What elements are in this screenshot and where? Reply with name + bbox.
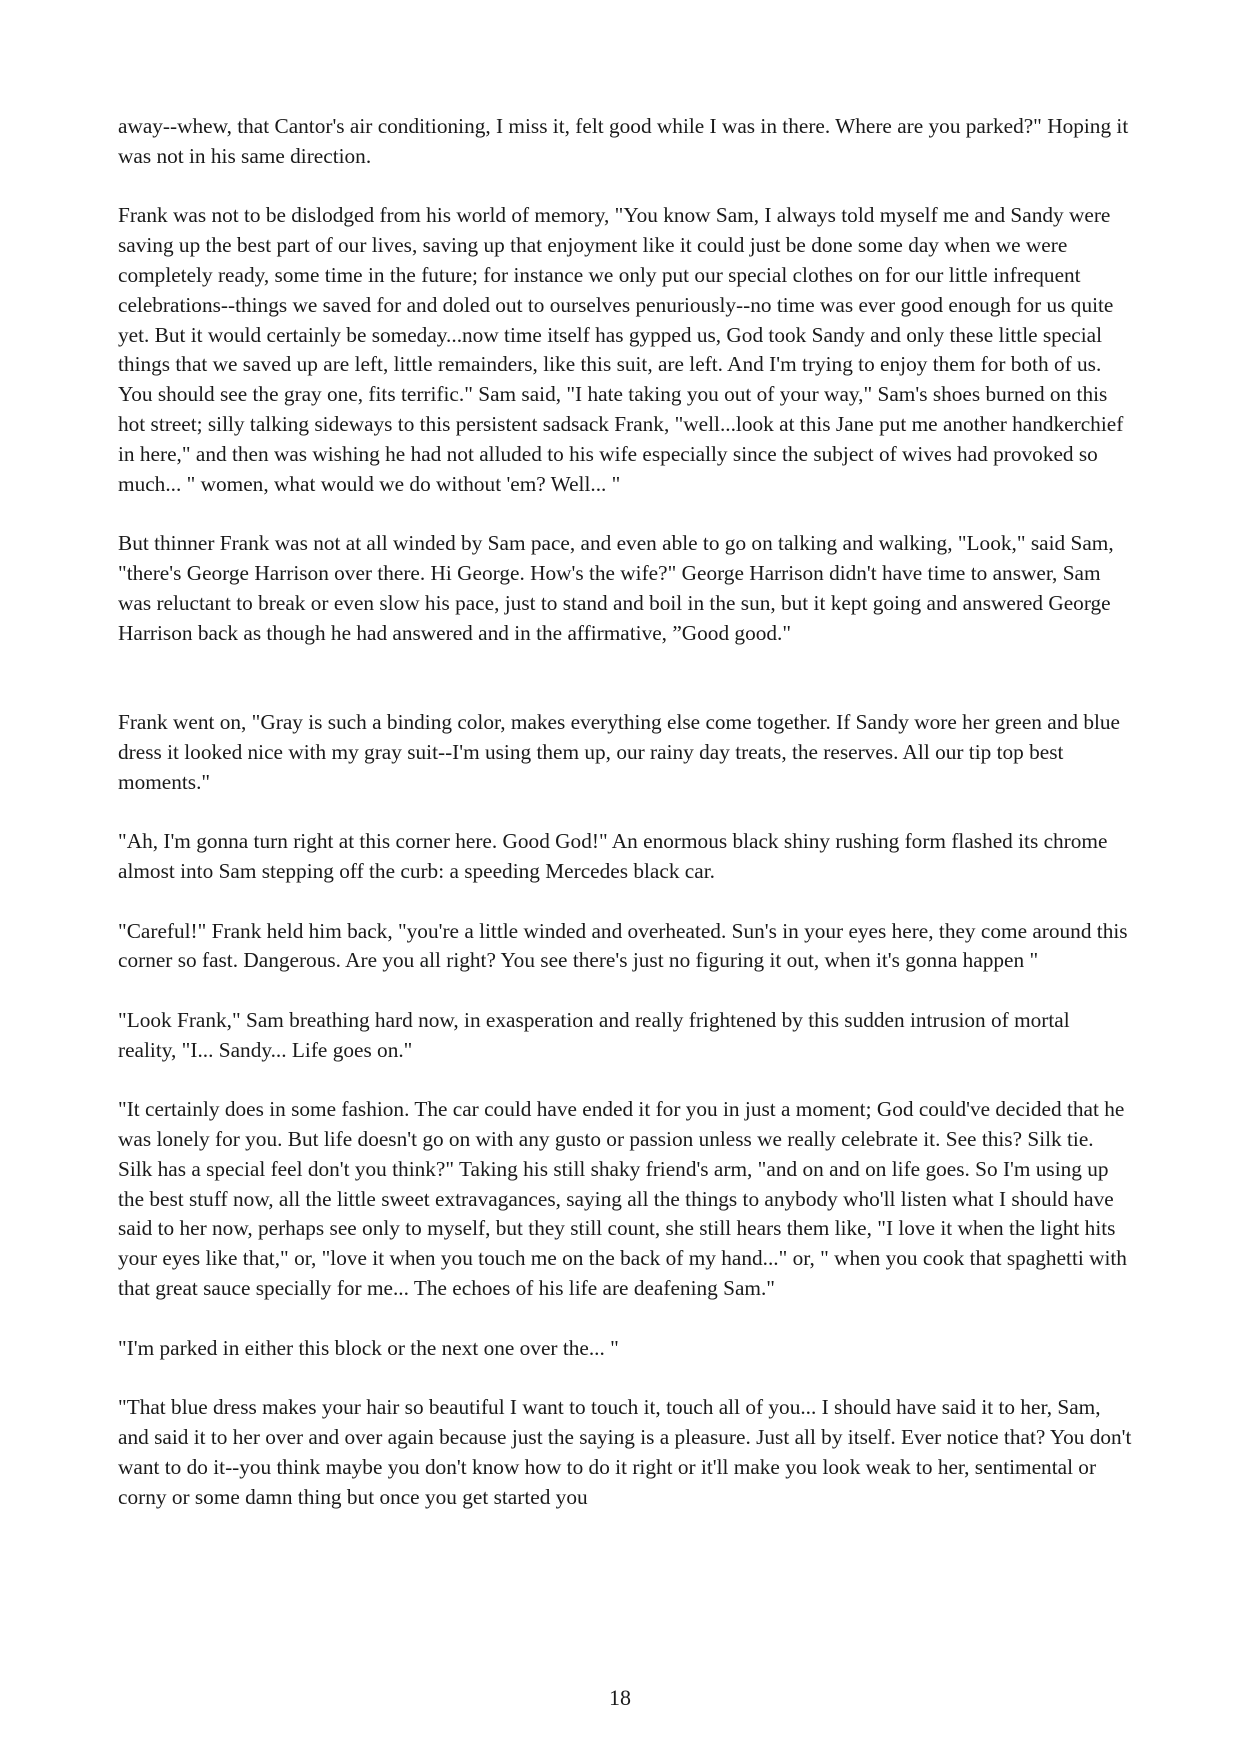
paragraph-5: "Ah, I'm gonna turn right at this corner here. Good God!" An enormous black shiny rushing form flashed its chrome almost into Sam stepping off the curb: a speeding Mercedes black car. [118, 829, 1108, 883]
paragraph-6: "Careful!" Frank held him back, "you're a little winded and overheated. Sun's in your eyes here, they come around this corner so fast. Dangerous. Are you all right? You see there's just no figuring it out, when it's gonna happen " [118, 918, 1128, 973]
document-body [118, 112, 1133, 1542]
paragraph-7: "Look Frank," Sam breathing hard now, in exasperation and really frightened by this sudden intrusion of mortal reality, "I... Sandy... Life goes on." [118, 1007, 1070, 1062]
paragraph-3: But thinner Frank was not at all winded by Sam pace, and even able to go on talking and walking, "Look," said Sam, "there's George Harrison over there. Hi George. How's the wife?" George Harrison didn't have time to answer, Sam was reluctant to break or even slow his pace, just to stand and boil in the sun, but it kept going and answered George Harrison back as though he had answered and in the affirmative, ”Good good." [118, 531, 1114, 645]
paragraph-4: Frank went on, "Gray is such a binding color, makes everything else come together. If Sandy wore her green and blue dress it looked nice with my gray suit--I'm using them up, our rainy day treats, the reserves. All our tip top best moments." [118, 709, 1120, 794]
page-number: 18 [609, 1685, 631, 1710]
paragraph-2: Frank was not to be dislodged from his world of memory, "You know Sam, I always told myself me and Sandy were saving up the best part of our lives, saving up that enjoyment like it could just be done some day when we were completely ready, some time in the future; for instance we only put our special clothes on for our little infrequent celebrations--things we saved for and doled out to ourselves penuriously--no time was ever good enough for us quite yet. But it would certainly be someday...now time itself has gypped us, God took Sandy and only these little special things that we saved up are left, little remainders, like this suit, are left. And I'm trying to enjoy them for both of us. You should see the gray one, fits terrific." Sam said, "I hate taking you out of your way," Sam's shoes burned on this hot street; silly talking sideways to this persistent sadsack Frank, "well...look at this Jane put me another handkerchief in here," and then was wishing he had not alluded to his wife especially since the subject of wives had provoked so much... " women, what would we do without 'em? Well... " [118, 203, 1124, 496]
paragraph-10: "That blue dress makes your hair so beautiful I want to touch it, touch all of you... I should have said it to her, Sam, and said it to her over and over again because just the saying is a pleasure. Just all by itself. Ever notice that? You don't want to do it--you think maybe you don't know how to do it right or it'll make you look weak to her, sentimental or corny or some damn thing but once you get started you [118, 1395, 1132, 1509]
paragraph-8: "It certainly does in some fashion. The car could have ended it for you in just a moment; God could've decided that he was lonely for you. But life doesn't go on with any gusto or passion unless we really celebrate it. See this? Silk tie. Silk has a special feel don't you think?" Taking his still shaky friend's arm, "and on and on life goes. So I'm using up the best stuff now, all the little sweet extravagances, saying all the things to anybody who'll listen what I should have said to her now, perhaps see only to myself, but they still count, she still hears them like, "I love it when the light hits your eyes like that," or, "love it when you touch me on the back of my hand..." or, " when you cook that spaghetti with that great sauce specially for me... The echoes of his life are deafening Sam." [118, 1097, 1127, 1301]
paragraph-1: away--whew, that Cantor's air conditioning, I miss it, felt good while I was in there. Where are you parked?" Hoping it was not in his same direction. [118, 114, 1129, 168]
paragraph-9: "I'm parked in either this block or the next one over the... " [118, 1335, 619, 1360]
